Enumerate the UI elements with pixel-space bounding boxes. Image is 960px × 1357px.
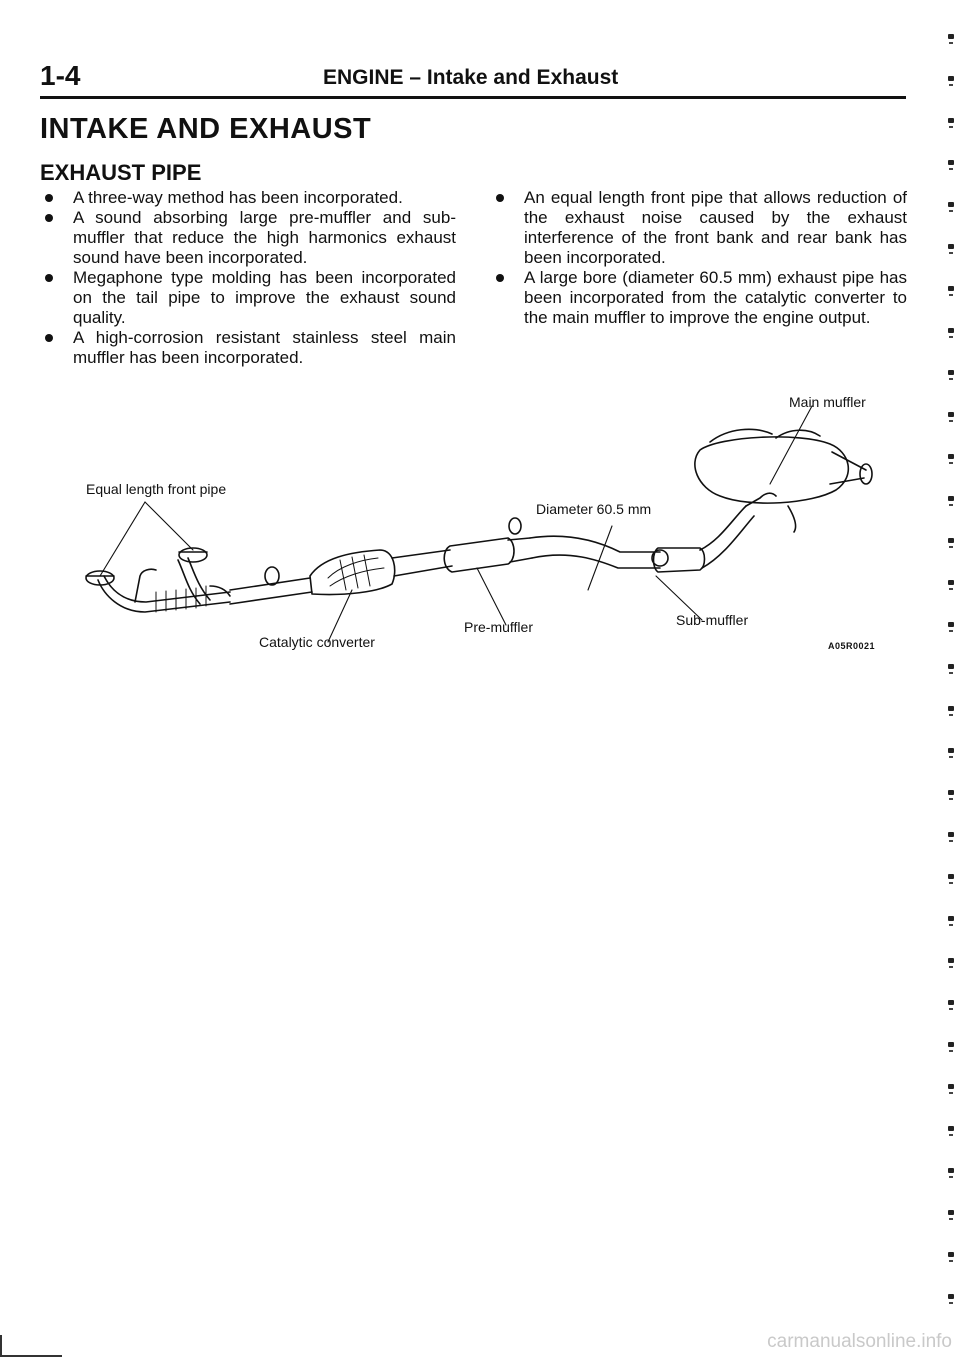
binder-mark (948, 1168, 954, 1173)
leader-lines (100, 406, 812, 642)
binder-mark (948, 286, 954, 291)
watermark: carmanualsonline.info (767, 1331, 952, 1352)
bullet-item (491, 268, 907, 328)
binder-mark (948, 1126, 954, 1131)
bullet-dot-icon (496, 274, 504, 282)
binder-mark (948, 832, 954, 837)
pre-muffler-drawing (444, 518, 532, 572)
binder-mark (948, 958, 954, 963)
bullet-text: An equal length front pipe that allows reduction of the exhaust noise caused by the exhaust interference of the front bank and rear bank has been incorporated. (524, 188, 907, 267)
label-pre-muffler: Pre-muffler (464, 619, 533, 635)
binder-mark (948, 706, 954, 711)
figure-code: A05R0021 (828, 641, 876, 651)
binder-mark (948, 370, 954, 375)
bullet-text: A sound absorbing large pre-muffler and sub-muffler that reduce the high harmonics exhaust sound have been incorporated. (73, 208, 456, 267)
bullet-list-right (491, 188, 907, 328)
bullet-text: A three-way method has been incorporated. (73, 188, 403, 207)
bullet-list-left (40, 188, 456, 368)
binder-mark (948, 496, 954, 501)
binder-mark (948, 1252, 954, 1257)
page-header (40, 60, 906, 94)
binder-mark (948, 160, 954, 165)
bullet-item (40, 328, 456, 368)
section-title: INTAKE AND EXHAUST (40, 113, 372, 145)
subsection-title: EXHAUST PIPE (40, 160, 202, 185)
binder-mark (948, 118, 954, 123)
binder-mark (948, 412, 954, 417)
binder-mark (948, 874, 954, 879)
bullet-text: A high-corrosion resistant stainless steel main muffler has been incorporated. (73, 328, 456, 367)
bullet-item (40, 208, 456, 268)
bullet-dot-icon (45, 194, 53, 202)
sub-muffler-drawing (652, 506, 754, 572)
bullet-item (40, 268, 456, 328)
binder-mark (948, 1042, 954, 1047)
bullet-text: A large bore (diameter 60.5 mm) exhaust pipe has been incorporated from the catalytic converter to the main muffler to improve the engine output. (524, 268, 907, 327)
binder-mark (948, 328, 954, 333)
front-pipe-drawing (86, 548, 312, 612)
binder-mark (948, 1000, 954, 1005)
binder-mark (948, 748, 954, 753)
bullet-dot-icon (45, 214, 53, 222)
binder-mark (948, 1084, 954, 1089)
bullet-dot-icon (45, 274, 53, 282)
bullet-dot-icon (45, 334, 53, 342)
binder-mark (948, 538, 954, 543)
binder-mark (948, 34, 954, 39)
label-catalytic-converter: Catalytic converter (259, 634, 375, 650)
label-main-muffler: Main muffler (789, 394, 866, 410)
binder-mark (948, 1210, 954, 1215)
running-title: ENGINE – Intake and Exhaust (323, 66, 619, 89)
bullet-dot-icon (496, 194, 504, 202)
bullet-item (40, 188, 456, 208)
bullet-text: Megaphone type molding has been incorporated on the tail pipe to improve the exhaust sound quality. (73, 268, 456, 327)
binder-mark (948, 622, 954, 627)
label-sub-muffler: Sub-muffler (676, 612, 749, 628)
main-muffler-drawing (695, 429, 872, 532)
page-corner-edge (0, 1335, 62, 1357)
binder-mark (948, 454, 954, 459)
binder-mark (948, 76, 954, 81)
binder-mark (948, 916, 954, 921)
binder-mark (948, 244, 954, 249)
header-rule (40, 96, 906, 99)
binder-mark (948, 202, 954, 207)
label-equal-length-front-pipe: Equal length front pipe (86, 481, 227, 497)
label-diameter: Diameter 60.5 mm (536, 501, 652, 517)
binder-edge-marks (946, 20, 960, 1340)
binder-mark (948, 580, 954, 585)
catalytic-converter-drawing (310, 550, 452, 595)
binder-mark (948, 790, 954, 795)
bullet-item (491, 188, 907, 268)
binder-mark (948, 1294, 954, 1299)
page-number: 1-4 (40, 60, 81, 91)
exhaust-system-figure (60, 380, 890, 670)
binder-mark (948, 664, 954, 669)
mid-pipe-drawing (530, 536, 660, 568)
